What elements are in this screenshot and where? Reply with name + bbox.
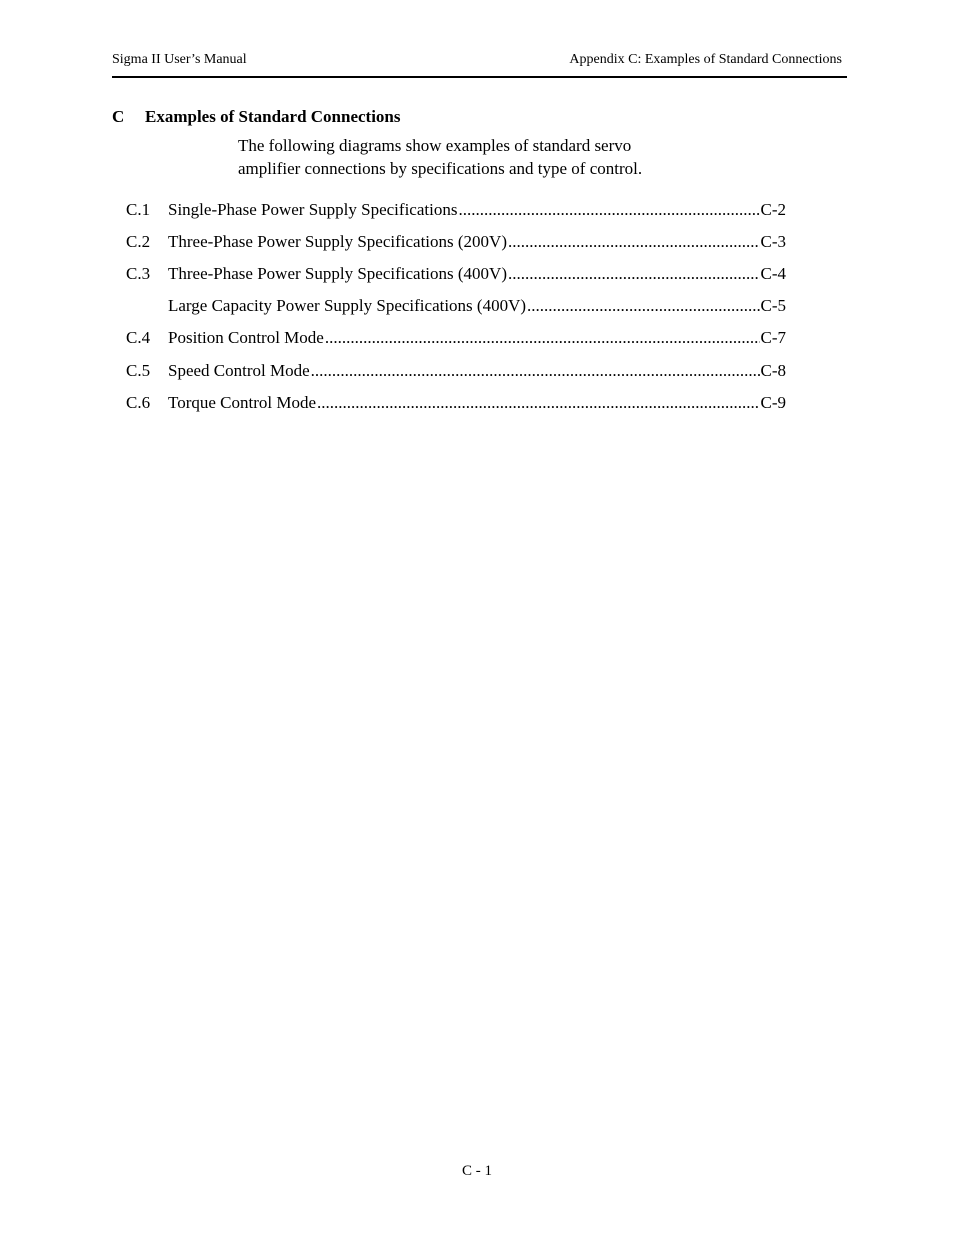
toc-leader-dots: [458, 200, 759, 220]
toc-number: C.6: [126, 393, 151, 412]
intro-paragraph: [238, 134, 758, 180]
toc-page: C-3: [760, 232, 786, 251]
toc-leader-dots: [311, 361, 760, 381]
section-letter: C: [112, 107, 125, 126]
header-manual-title: Sigma II User’s Manual: [112, 52, 247, 67]
toc-entry-c5[interactable]: [126, 361, 786, 383]
toc-number: C.1: [126, 200, 151, 219]
toc-number: C.5: [126, 361, 151, 380]
toc-entry-c6[interactable]: [126, 393, 786, 415]
toc-title: Large Capacity Power Supply Specifications (400V): [168, 296, 527, 315]
toc-number: C.4: [126, 328, 151, 347]
intro-line-2: amplifier connections by specifications and type of control.: [238, 159, 643, 178]
toc-title: Speed Control Mode: [168, 361, 310, 380]
toc-page: C-2: [760, 200, 786, 219]
header-appendix-title: Appendix C: Examples of Standard Connections: [569, 52, 842, 67]
toc-leader-dots: [508, 264, 760, 284]
page-header: [112, 52, 847, 78]
toc-number: C.3: [126, 264, 151, 283]
page-number: C - 1: [462, 1163, 492, 1179]
toc-title: Three-Phase Power Supply Specifications (400V): [168, 264, 507, 283]
toc-page: C-8: [760, 361, 786, 380]
toc-leader-dots: [317, 393, 759, 413]
toc-title: Position Control Mode: [168, 328, 324, 347]
toc-leader-dots: [508, 232, 760, 252]
toc-leader-dots: [527, 296, 759, 316]
toc-number: C.2: [126, 232, 151, 251]
toc-page: C-9: [760, 393, 786, 412]
toc-entry-c4[interactable]: [126, 328, 786, 350]
toc-entry-c3[interactable]: [126, 264, 786, 286]
page-footer: [0, 1163, 954, 1180]
section-title: Examples of Standard Connections: [145, 107, 401, 126]
toc-leader-dots: [325, 328, 760, 348]
toc-page: C-5: [760, 296, 786, 315]
toc-title: Three-Phase Power Supply Specifications (200V): [168, 232, 507, 251]
toc-page: C-7: [760, 328, 786, 347]
toc-page: C-4: [760, 264, 786, 283]
toc-title: Single-Phase Power Supply Specifications: [168, 200, 458, 219]
intro-line-1: The following diagrams show examples of standard servo: [238, 136, 632, 155]
toc-entry-large-capacity[interactable]: [126, 296, 786, 318]
section-heading: [112, 107, 401, 127]
toc-entry-c2[interactable]: [126, 232, 786, 254]
toc-entry-c1[interactable]: [126, 200, 786, 222]
toc-title: Torque Control Mode: [168, 393, 317, 412]
